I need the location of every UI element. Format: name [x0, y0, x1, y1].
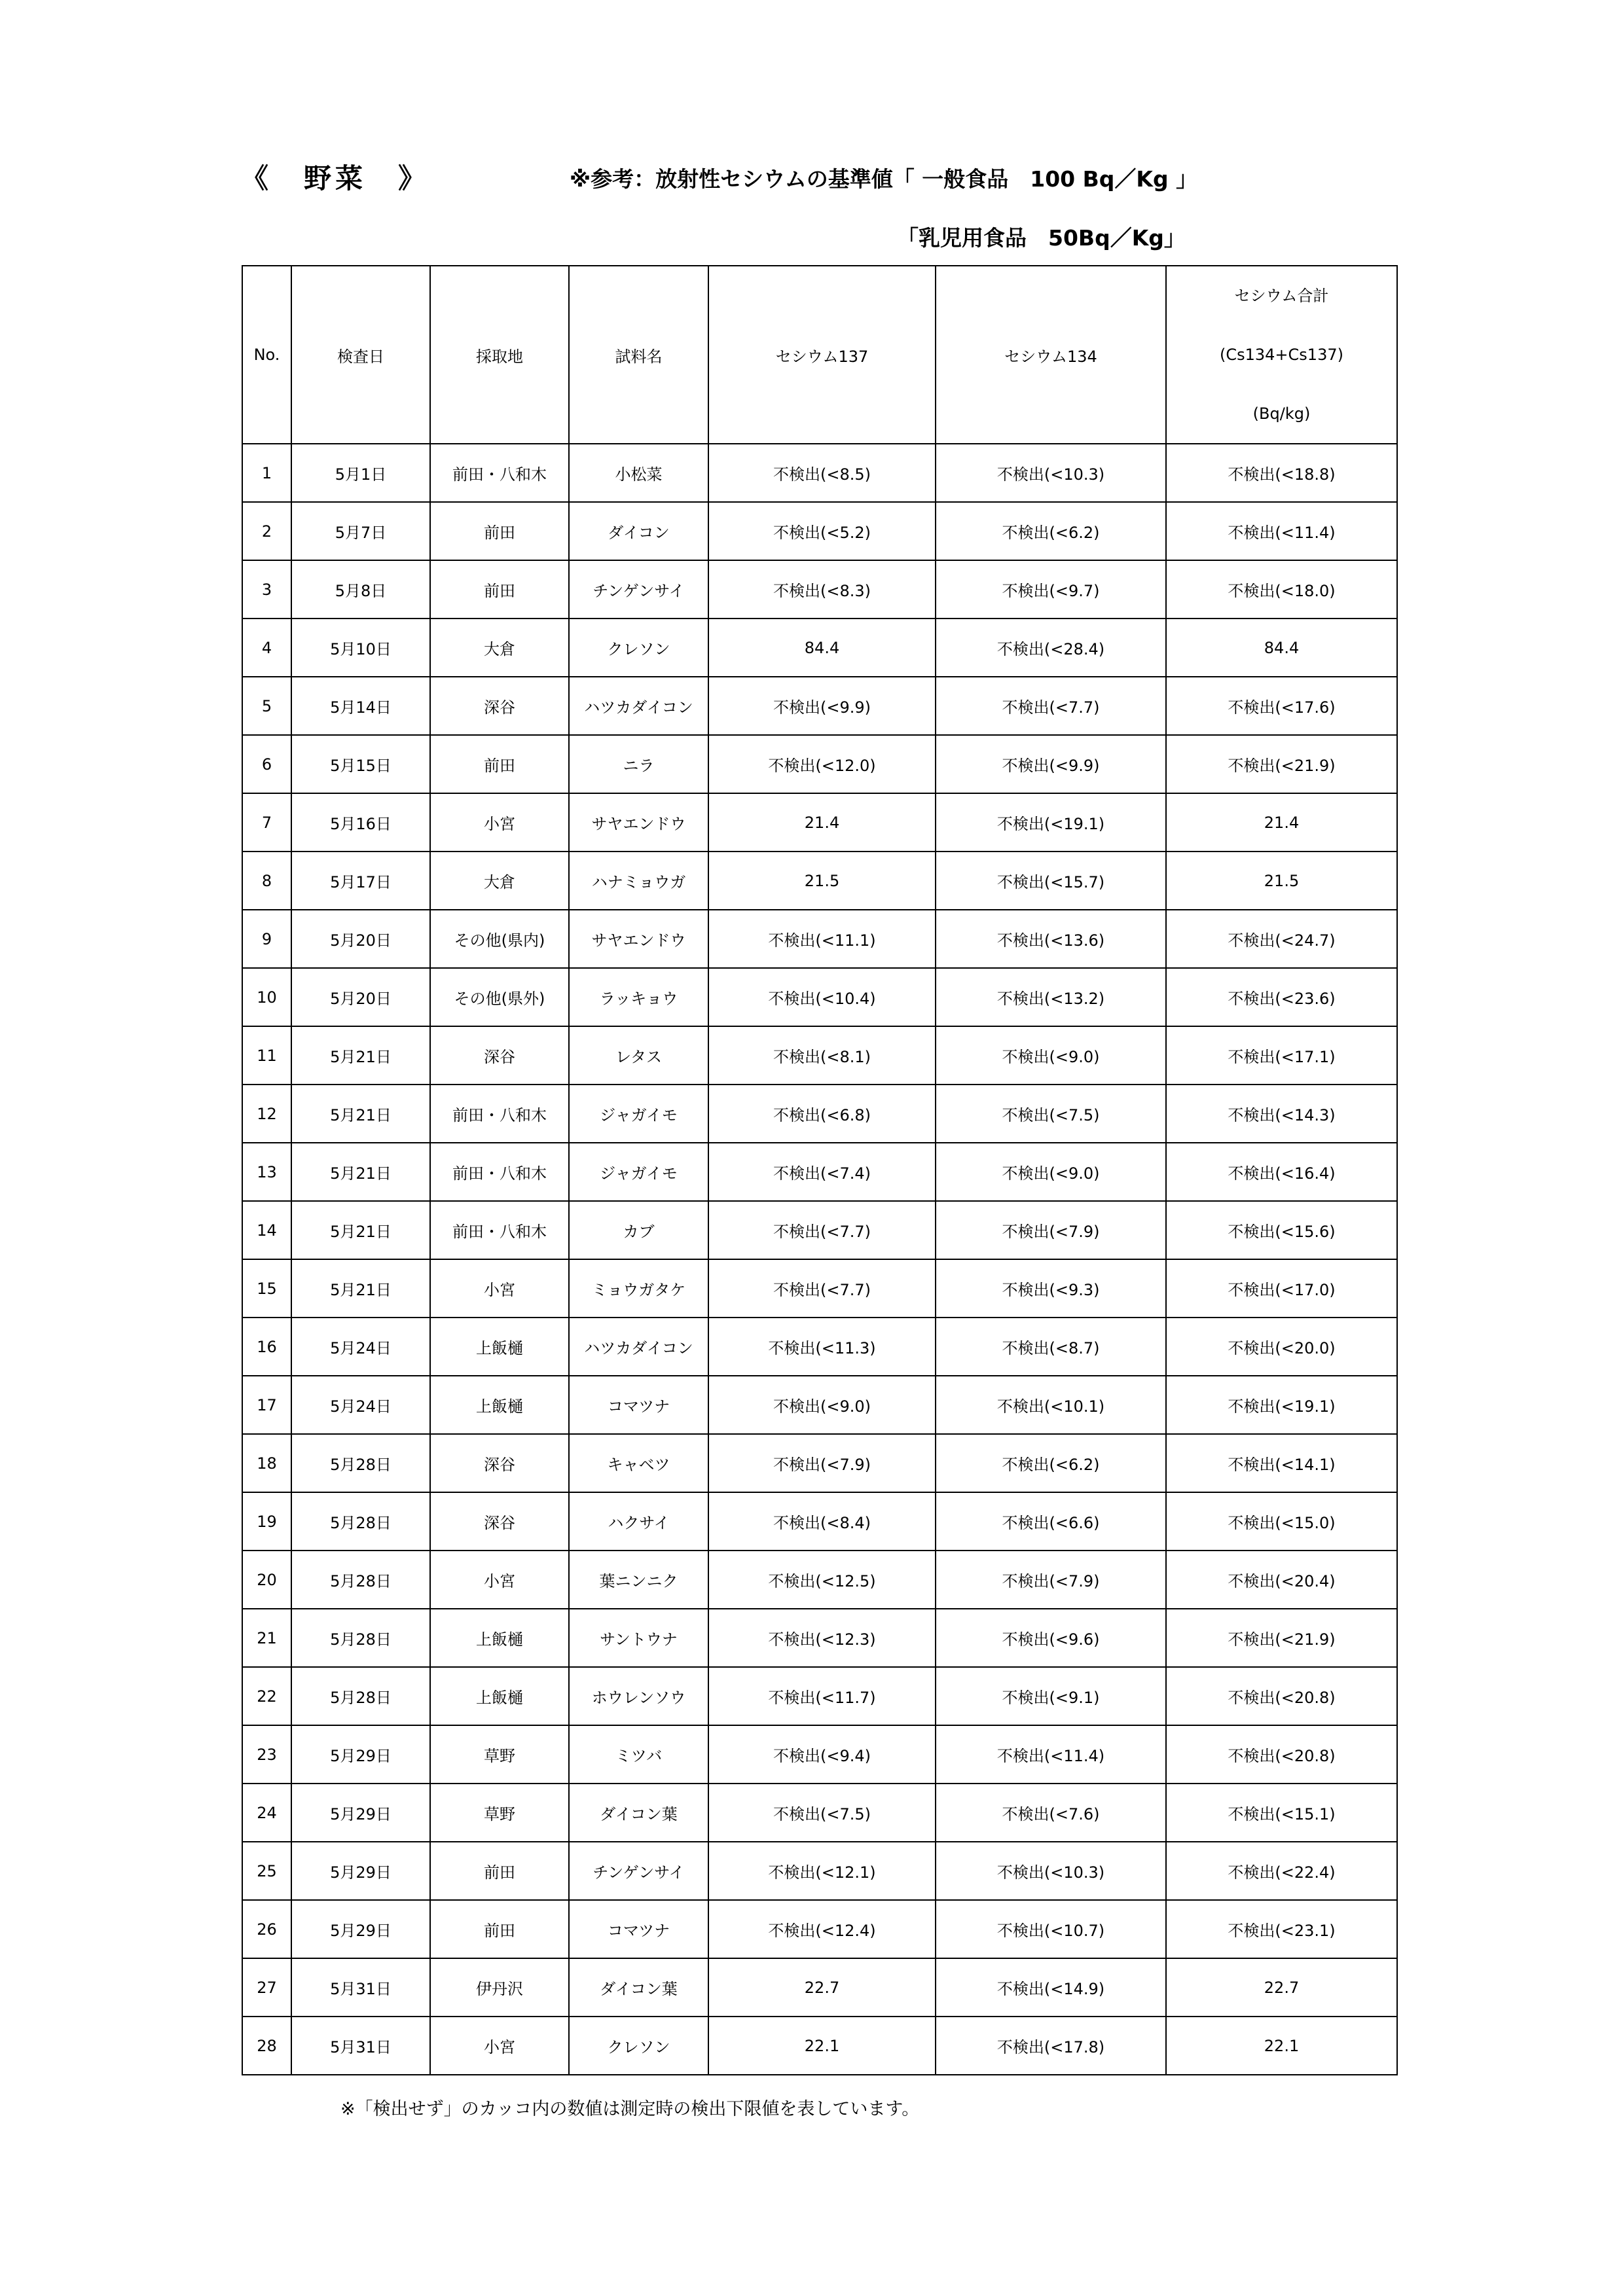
- cell-no: 14: [242, 1201, 291, 1259]
- cell-total: 不検出(<15.1): [1166, 1784, 1397, 1842]
- cell-total: 不検出(<20.0): [1166, 1318, 1397, 1376]
- cell-date: 5月29日: [291, 1784, 430, 1842]
- cell-cs137: 不検出(<9.0): [708, 1376, 936, 1434]
- cell-cs137: 不検出(<10.4): [708, 968, 936, 1026]
- cell-total: 22.7: [1166, 1958, 1397, 2017]
- cell-cs134: 不検出(<15.7): [936, 852, 1166, 910]
- cell-date: 5月28日: [291, 1492, 430, 1551]
- cell-cs137: 不検出(<7.4): [708, 1143, 936, 1201]
- cell-sample: ダイコン葉: [569, 1958, 708, 2017]
- cell-date: 5月8日: [291, 560, 430, 619]
- cell-sample: チンゲンサイ: [569, 560, 708, 619]
- cell-date: 5月24日: [291, 1376, 430, 1434]
- table-row: [242, 560, 1397, 619]
- cell-date: 5月20日: [291, 910, 430, 968]
- cell-cs137: 不検出(<12.4): [708, 1900, 936, 1958]
- cell-total: 不検出(<16.4): [1166, 1143, 1397, 1201]
- cell-location: 草野: [430, 1725, 569, 1784]
- cell-cs137: 不検出(<12.5): [708, 1551, 936, 1609]
- cell-date: 5月1日: [291, 444, 430, 502]
- cell-no: 15: [242, 1259, 291, 1318]
- cell-location: 前田・八和木: [430, 1201, 569, 1259]
- cell-no: 7: [242, 793, 291, 852]
- cell-date: 5月21日: [291, 1201, 430, 1259]
- cell-no: 6: [242, 735, 291, 793]
- cell-cs134: 不検出(<9.1): [936, 1667, 1166, 1725]
- cell-cs134: 不検出(<7.5): [936, 1085, 1166, 1143]
- cell-no: 12: [242, 1085, 291, 1143]
- cell-sample: 小松菜: [569, 444, 708, 502]
- cell-location: 前田・八和木: [430, 1143, 569, 1201]
- cell-sample: ミツバ: [569, 1725, 708, 1784]
- footnote: ※「検出せず」のカッコ内の数値は測定時の検出下限値を表しています。: [340, 2099, 920, 2119]
- cell-no: 9: [242, 910, 291, 968]
- cell-sample: ラッキョウ: [569, 968, 708, 1026]
- cell-sample: レタス: [569, 1026, 708, 1085]
- cell-sample: サヤエンドウ: [569, 910, 708, 968]
- cell-total: 不検出(<21.9): [1166, 1609, 1397, 1667]
- cell-total: 不検出(<20.8): [1166, 1725, 1397, 1784]
- cell-location: 前田: [430, 735, 569, 793]
- cell-cs137: 21.5: [708, 852, 936, 910]
- cell-location: その他(県外): [430, 968, 569, 1026]
- cell-total: 不検出(<23.6): [1166, 968, 1397, 1026]
- cell-date: 5月14日: [291, 677, 430, 735]
- cell-total: 不検出(<11.4): [1166, 502, 1397, 560]
- cell-total: 不検出(<19.1): [1166, 1376, 1397, 1434]
- cell-cs137: 不検出(<8.1): [708, 1026, 936, 1085]
- cell-date: 5月17日: [291, 852, 430, 910]
- table-row: [242, 1434, 1397, 1492]
- cell-sample: ダイコン: [569, 502, 708, 560]
- cell-cs134: 不検出(<6.6): [936, 1492, 1166, 1551]
- cell-cs137: 21.4: [708, 793, 936, 852]
- cell-no: 5: [242, 677, 291, 735]
- cell-cs137: 不検出(<7.7): [708, 1259, 936, 1318]
- header-cs137: セシウム137: [708, 266, 936, 444]
- cell-total: 不検出(<23.1): [1166, 1900, 1397, 1958]
- cell-cs137: 22.7: [708, 1958, 936, 2017]
- cell-total: 不検出(<14.1): [1166, 1434, 1397, 1492]
- cell-location: 大倉: [430, 852, 569, 910]
- cell-sample: クレソン: [569, 619, 708, 677]
- cell-date: 5月21日: [291, 1085, 430, 1143]
- table-row: [242, 1259, 1397, 1318]
- header-date: 検査日: [291, 266, 430, 444]
- header-no: No.: [242, 266, 291, 444]
- cell-cs134: 不検出(<9.0): [936, 1026, 1166, 1085]
- cell-location: 伊丹沢: [430, 1958, 569, 2017]
- cell-cs137: 不検出(<11.1): [708, 910, 936, 968]
- cell-date: 5月21日: [291, 1026, 430, 1085]
- table-row: [242, 793, 1397, 852]
- cell-cs134: 不検出(<9.6): [936, 1609, 1166, 1667]
- cell-date: 5月20日: [291, 968, 430, 1026]
- table-row: [242, 1667, 1397, 1725]
- cell-location: 小宮: [430, 2017, 569, 2075]
- table-row: [242, 2017, 1397, 2075]
- cell-sample: ダイコン葉: [569, 1784, 708, 1842]
- cell-no: 11: [242, 1026, 291, 1085]
- cell-cs137: 不検出(<12.1): [708, 1842, 936, 1900]
- cell-total: 不検出(<17.6): [1166, 677, 1397, 735]
- cell-cs134: 不検出(<10.7): [936, 1900, 1166, 1958]
- table-row: [242, 1900, 1397, 1958]
- cell-cs137: 不検出(<7.7): [708, 1201, 936, 1259]
- cell-cs137: 不検出(<8.4): [708, 1492, 936, 1551]
- cell-location: 小宮: [430, 1551, 569, 1609]
- cell-no: 27: [242, 1958, 291, 2017]
- cell-cs134: 不検出(<6.2): [936, 502, 1166, 560]
- cell-cs134: 不検出(<10.3): [936, 1842, 1166, 1900]
- reference-standard-general: ※参考：放射性セシウムの基準値「 一般食品 100 Bq／Kg 」: [570, 166, 1198, 192]
- cell-date: 5月28日: [291, 1609, 430, 1667]
- table-row: [242, 968, 1397, 1026]
- cell-sample: ハナミョウガ: [569, 852, 708, 910]
- cell-cs134: 不検出(<13.6): [936, 910, 1166, 968]
- table-row: [242, 1085, 1397, 1143]
- cell-date: 5月16日: [291, 793, 430, 852]
- cell-no: 26: [242, 1900, 291, 1958]
- cell-sample: ジャガイモ: [569, 1085, 708, 1143]
- table-row: [242, 619, 1397, 677]
- cell-sample: カブ: [569, 1201, 708, 1259]
- cell-total: 22.1: [1166, 2017, 1397, 2075]
- table-row: [242, 1725, 1397, 1784]
- cell-cs134: 不検出(<7.9): [936, 1551, 1166, 1609]
- cell-total: 不検出(<17.0): [1166, 1259, 1397, 1318]
- cell-location: 上飯樋: [430, 1609, 569, 1667]
- results-body: [242, 444, 1397, 2075]
- cell-sample: 葉ニンニク: [569, 1551, 708, 1609]
- cell-no: 21: [242, 1609, 291, 1667]
- table-header-row: [242, 266, 1397, 444]
- page-title: 《 野菜 》: [241, 162, 430, 194]
- cell-cs134: 不検出(<6.2): [936, 1434, 1166, 1492]
- cell-no: 28: [242, 2017, 291, 2075]
- cell-location: 前田・八和木: [430, 444, 569, 502]
- header-total-unit: (Bq/kg): [1252, 404, 1311, 423]
- cell-location: その他(県内): [430, 910, 569, 968]
- cell-sample: クレソン: [569, 2017, 708, 2075]
- table-row: [242, 1492, 1397, 1551]
- cell-cs137: 不検出(<8.3): [708, 560, 936, 619]
- cell-no: 23: [242, 1725, 291, 1784]
- cell-date: 5月10日: [291, 619, 430, 677]
- cell-total: 不検出(<18.8): [1166, 444, 1397, 502]
- cell-location: 前田・八和木: [430, 1085, 569, 1143]
- cell-total: 21.4: [1166, 793, 1397, 852]
- cell-location: 上飯樋: [430, 1667, 569, 1725]
- cell-date: 5月28日: [291, 1551, 430, 1609]
- table-row: [242, 502, 1397, 560]
- cell-total: 不検出(<22.4): [1166, 1842, 1397, 1900]
- cell-date: 5月29日: [291, 1900, 430, 1958]
- cell-sample: ミョウガタケ: [569, 1259, 708, 1318]
- cell-cs134: 不検出(<7.6): [936, 1784, 1166, 1842]
- cell-cs137: 不検出(<12.3): [708, 1609, 936, 1667]
- table-row: [242, 1318, 1397, 1376]
- cell-location: 草野: [430, 1784, 569, 1842]
- cell-no: 18: [242, 1434, 291, 1492]
- table-row: [242, 1143, 1397, 1201]
- table-row: [242, 1201, 1397, 1259]
- cell-date: 5月15日: [291, 735, 430, 793]
- cell-cs134: 不検出(<9.9): [936, 735, 1166, 793]
- cell-cs137: 不検出(<11.3): [708, 1318, 936, 1376]
- cell-total: 不検出(<14.3): [1166, 1085, 1397, 1143]
- cell-location: 深谷: [430, 1492, 569, 1551]
- cell-sample: ハツカダイコン: [569, 1318, 708, 1376]
- cell-sample: ハクサイ: [569, 1492, 708, 1551]
- cell-cs137: 不検出(<12.0): [708, 735, 936, 793]
- cell-sample: ホウレンソウ: [569, 1667, 708, 1725]
- cell-cs134: 不検出(<17.8): [936, 2017, 1166, 2075]
- cell-cs134: 不検出(<10.3): [936, 444, 1166, 502]
- table-row: [242, 852, 1397, 910]
- cell-date: 5月28日: [291, 1667, 430, 1725]
- cell-date: 5月24日: [291, 1318, 430, 1376]
- cell-cs134: 不検出(<19.1): [936, 793, 1166, 852]
- cell-location: 深谷: [430, 1434, 569, 1492]
- cell-no: 1: [242, 444, 291, 502]
- cell-sample: コマツナ: [569, 1900, 708, 1958]
- header-sample: 試料名: [569, 266, 708, 444]
- cell-cs137: 84.4: [708, 619, 936, 677]
- cell-cs137: 不検出(<7.9): [708, 1434, 936, 1492]
- cell-location: 前田: [430, 1842, 569, 1900]
- cell-no: 16: [242, 1318, 291, 1376]
- cell-date: 5月21日: [291, 1143, 430, 1201]
- table-row: [242, 1551, 1397, 1609]
- cell-total: 21.5: [1166, 852, 1397, 910]
- cell-date: 5月29日: [291, 1842, 430, 1900]
- cell-cs134: 不検出(<10.1): [936, 1376, 1166, 1434]
- table-row: [242, 1609, 1397, 1667]
- cell-total: 不検出(<24.7): [1166, 910, 1397, 968]
- cell-sample: コマツナ: [569, 1376, 708, 1434]
- header-cs134: セシウム134: [936, 266, 1166, 444]
- cell-no: 3: [242, 560, 291, 619]
- cell-sample: チンゲンサイ: [569, 1842, 708, 1900]
- cell-no: 4: [242, 619, 291, 677]
- table-row: [242, 1026, 1397, 1085]
- cell-location: 深谷: [430, 677, 569, 735]
- cell-date: 5月29日: [291, 1725, 430, 1784]
- reference-standard-infant: 「乳児用食品 50Bq／Kg」: [897, 225, 1186, 251]
- cell-sample: キャベツ: [569, 1434, 708, 1492]
- cell-cs134: 不検出(<14.9): [936, 1958, 1166, 2017]
- cell-location: 上飯樋: [430, 1376, 569, 1434]
- cell-location: 前田: [430, 502, 569, 560]
- cell-total: 不検出(<20.8): [1166, 1667, 1397, 1725]
- cell-no: 8: [242, 852, 291, 910]
- cell-cs134: 不検出(<7.7): [936, 677, 1166, 735]
- cell-cs137: 不検出(<11.7): [708, 1667, 936, 1725]
- cell-sample: ニラ: [569, 735, 708, 793]
- cell-location: 大倉: [430, 619, 569, 677]
- cell-total: 84.4: [1166, 619, 1397, 677]
- header-total-label: セシウム合計: [1234, 287, 1329, 305]
- header-total-formula: (Cs134+Cs137): [1220, 346, 1343, 364]
- table-row: [242, 1842, 1397, 1900]
- cell-total: 不検出(<15.0): [1166, 1492, 1397, 1551]
- cell-cs134: 不検出(<13.2): [936, 968, 1166, 1026]
- cell-cs134: 不検出(<11.4): [936, 1725, 1166, 1784]
- cell-cs137: 不検出(<6.8): [708, 1085, 936, 1143]
- cell-date: 5月31日: [291, 1958, 430, 2017]
- cell-no: 20: [242, 1551, 291, 1609]
- cell-cs134: 不検出(<9.0): [936, 1143, 1166, 1201]
- cell-location: 小宮: [430, 1259, 569, 1318]
- cell-location: 前田: [430, 560, 569, 619]
- cell-cs134: 不検出(<8.7): [936, 1318, 1166, 1376]
- results-table: [242, 265, 1398, 2075]
- cell-cs134: 不検出(<7.9): [936, 1201, 1166, 1259]
- cell-cs134: 不検出(<28.4): [936, 619, 1166, 677]
- cell-cs137: 不検出(<5.2): [708, 502, 936, 560]
- cell-date: 5月7日: [291, 502, 430, 560]
- cell-total: 不検出(<15.6): [1166, 1201, 1397, 1259]
- cell-location: 上飯樋: [430, 1318, 569, 1376]
- cell-sample: サヤエンドウ: [569, 793, 708, 852]
- cell-no: 19: [242, 1492, 291, 1551]
- cell-sample: ジャガイモ: [569, 1143, 708, 1201]
- table-row: [242, 1376, 1397, 1434]
- table-row: [242, 1958, 1397, 2017]
- cell-no: 10: [242, 968, 291, 1026]
- cell-total: 不検出(<17.1): [1166, 1026, 1397, 1085]
- header-total: [1166, 266, 1397, 444]
- cell-cs137: 不検出(<8.5): [708, 444, 936, 502]
- cell-total: 不検出(<18.0): [1166, 560, 1397, 619]
- cell-total: 不検出(<21.9): [1166, 735, 1397, 793]
- table-row: [242, 677, 1397, 735]
- table-row: [242, 444, 1397, 502]
- cell-sample: ハツカダイコン: [569, 677, 708, 735]
- cell-total: 不検出(<20.4): [1166, 1551, 1397, 1609]
- cell-cs134: 不検出(<9.7): [936, 560, 1166, 619]
- cell-location: 小宮: [430, 793, 569, 852]
- cell-no: 22: [242, 1667, 291, 1725]
- cell-location: 深谷: [430, 1026, 569, 1085]
- cell-cs134: 不検出(<9.3): [936, 1259, 1166, 1318]
- cell-no: 2: [242, 502, 291, 560]
- cell-date: 5月31日: [291, 2017, 430, 2075]
- header-location: 採取地: [430, 266, 569, 444]
- cell-cs137: 22.1: [708, 2017, 936, 2075]
- cell-no: 17: [242, 1376, 291, 1434]
- cell-date: 5月28日: [291, 1434, 430, 1492]
- table-row: [242, 735, 1397, 793]
- cell-cs137: 不検出(<9.4): [708, 1725, 936, 1784]
- cell-no: 25: [242, 1842, 291, 1900]
- cell-date: 5月21日: [291, 1259, 430, 1318]
- table-row: [242, 1784, 1397, 1842]
- cell-cs137: 不検出(<7.5): [708, 1784, 936, 1842]
- cell-sample: サントウナ: [569, 1609, 708, 1667]
- table-row: [242, 910, 1397, 968]
- cell-no: 24: [242, 1784, 291, 1842]
- cell-location: 前田: [430, 1900, 569, 1958]
- cell-cs137: 不検出(<9.9): [708, 677, 936, 735]
- cell-no: 13: [242, 1143, 291, 1201]
